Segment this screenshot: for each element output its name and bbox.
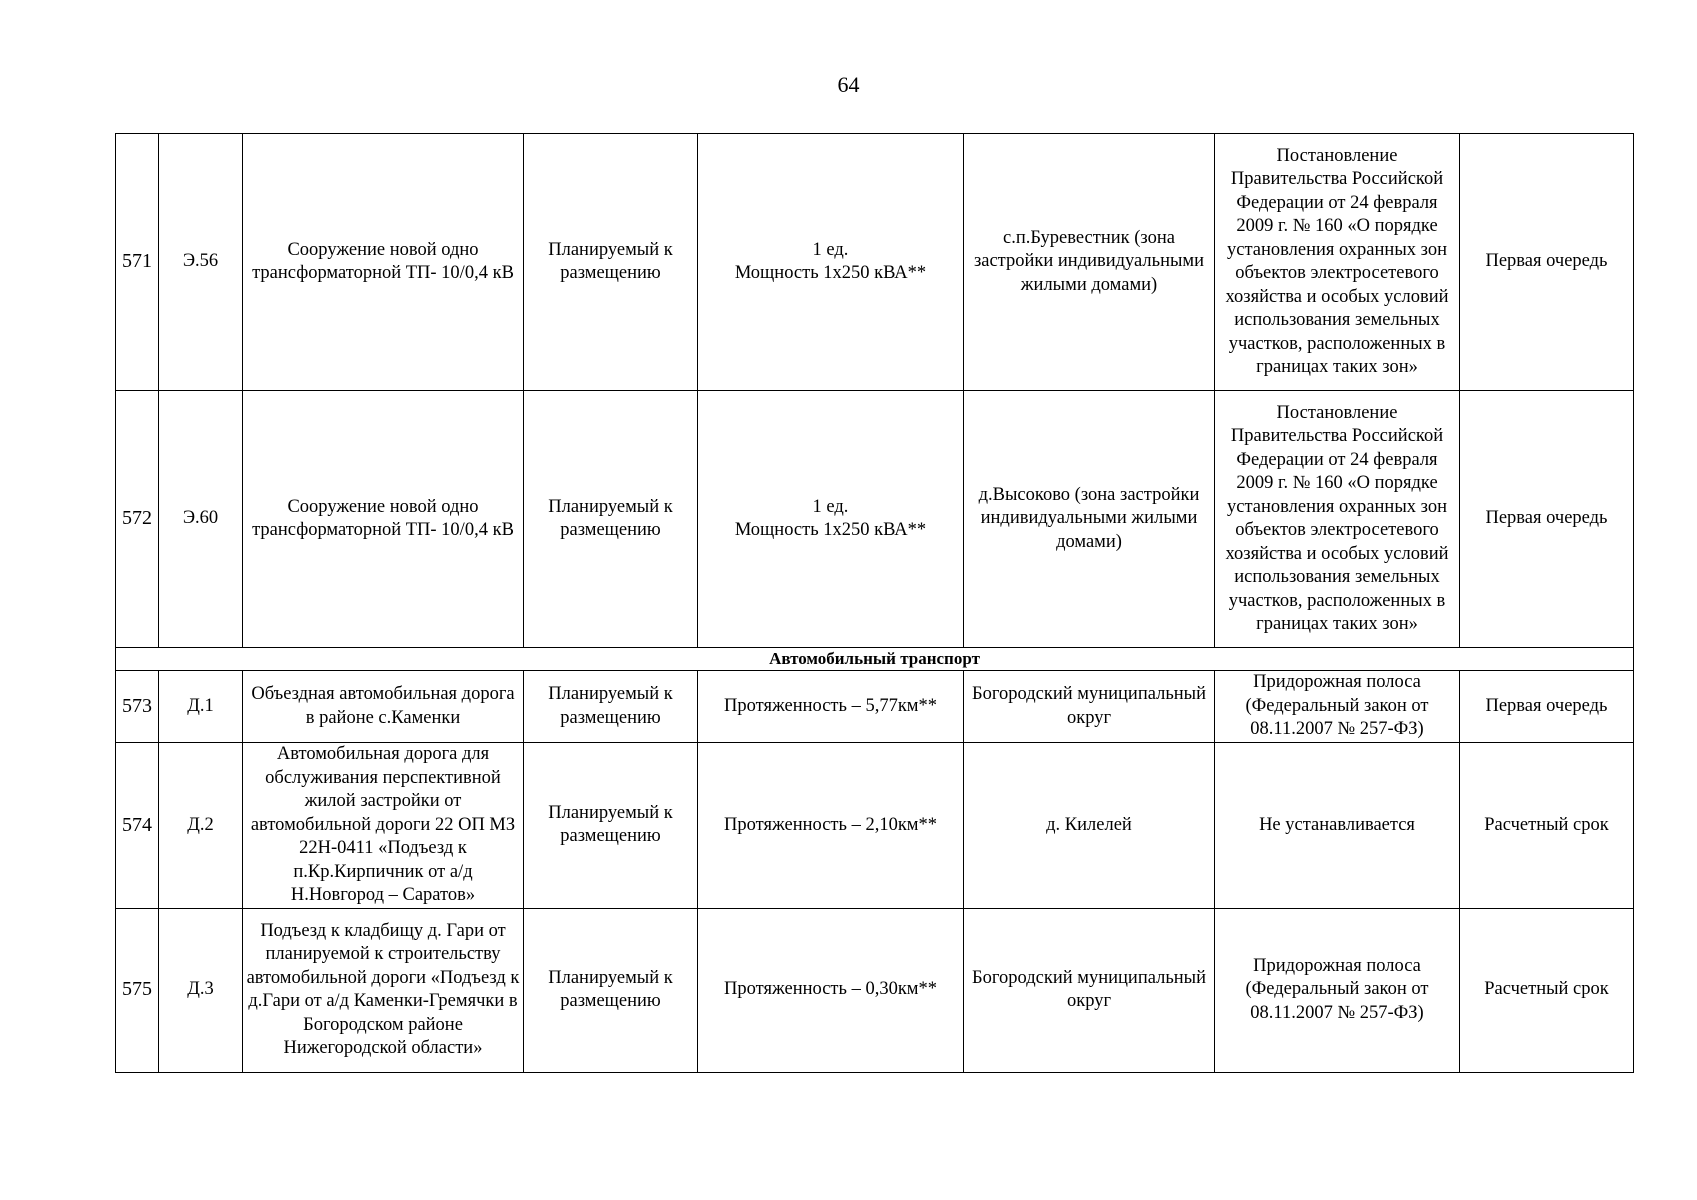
object-code: Э.60 bbox=[159, 391, 243, 648]
protection-zone: Придорожная полоса (Федеральный закон от 08.11.2007 № 257-ФЗ) bbox=[1215, 908, 1460, 1072]
object-characteristics: Протяженность – 0,30км** bbox=[698, 908, 964, 1072]
implementation-stage: Расчетный срок bbox=[1460, 743, 1634, 909]
protection-zone: Придорожная полоса (Федеральный закон от 08.11.2007 № 257-ФЗ) bbox=[1215, 671, 1460, 743]
protection-zone: Не устанавливается bbox=[1215, 743, 1460, 909]
object-code: Д.1 bbox=[159, 671, 243, 743]
object-status: Планируемый к размещению bbox=[524, 908, 698, 1072]
section-title: Автомобильный транспорт bbox=[116, 648, 1634, 671]
object-location: Богородский муниципальный округ bbox=[964, 671, 1215, 743]
object-location: д.Высоково (зона застройки индивидуальными жилыми домами) bbox=[964, 391, 1215, 648]
implementation-stage: Расчетный срок bbox=[1460, 908, 1634, 1072]
object-code: Д.3 bbox=[159, 908, 243, 1072]
protection-zone: Постановление Правительства Российской Федерации от 24 февраля 2009 г. № 160 «О порядке установления охранных зон объектов электросетевого хозяйства и особых условий использования земельных участков, расположенных в границах таких зон» bbox=[1215, 134, 1460, 391]
objects-table bbox=[115, 133, 1634, 1073]
implementation-stage: Первая очередь bbox=[1460, 134, 1634, 391]
row-number: 575 bbox=[116, 908, 159, 1072]
table-row bbox=[116, 134, 1634, 391]
row-number: 572 bbox=[116, 391, 159, 648]
row-number: 573 bbox=[116, 671, 159, 743]
object-name: Автомобильная дорога для обслуживания перспективной жилой застройки от автомобильной дороги 22 ОП МЗ 22Н-0411 «Подъезд к п.Кр.Кирпичник от а/д Н.Новгород – Саратов» bbox=[243, 743, 524, 909]
object-code: Э.56 bbox=[159, 134, 243, 391]
object-characteristics: Протяженность – 2,10км** bbox=[698, 743, 964, 909]
table-row bbox=[116, 671, 1634, 743]
implementation-stage: Первая очередь bbox=[1460, 391, 1634, 648]
row-number: 574 bbox=[116, 743, 159, 909]
table-row bbox=[116, 743, 1634, 909]
row-number: 571 bbox=[116, 134, 159, 391]
object-name: Сооружение новой одно трансформаторной ТП- 10/0,4 кВ bbox=[243, 134, 524, 391]
section-header-row bbox=[116, 648, 1634, 671]
object-characteristics: 1 ед. Мощность 1х250 кВА** bbox=[698, 134, 964, 391]
object-status: Планируемый к размещению bbox=[524, 671, 698, 743]
object-code: Д.2 bbox=[159, 743, 243, 909]
table-row bbox=[116, 391, 1634, 648]
page-number: 64 bbox=[837, 72, 860, 97]
implementation-stage: Первая очередь bbox=[1460, 671, 1634, 743]
object-name: Подъезд к кладбищу д. Гари от планируемой к строительству автомобильной дороги «Подъезд к д.Гари от а/д Каменки-Гремячки в Богородском районе Нижегородской области» bbox=[243, 908, 524, 1072]
object-name: Объездная автомобильная дорога в районе с.Каменки bbox=[243, 671, 524, 743]
object-location: д. Килелей bbox=[964, 743, 1215, 909]
object-status: Планируемый к размещению bbox=[524, 134, 698, 391]
table-row bbox=[116, 908, 1634, 1072]
object-characteristics: 1 ед. Мощность 1х250 кВА** bbox=[698, 391, 964, 648]
object-characteristics: Протяженность – 5,77км** bbox=[698, 671, 964, 743]
object-name: Сооружение новой одно трансформаторной ТП- 10/0,4 кВ bbox=[243, 391, 524, 648]
object-location: с.п.Буревестник (зона застройки индивидуальными жилыми домами) bbox=[964, 134, 1215, 391]
protection-zone: Постановление Правительства Российской Федерации от 24 февраля 2009 г. № 160 «О порядке установления охранных зон объектов электросетевого хозяйства и особых условий использования земельных участков, расположенных в границах таких зон» bbox=[1215, 391, 1460, 648]
object-status: Планируемый к размещению bbox=[524, 391, 698, 648]
object-location: Богородский муниципальный округ bbox=[964, 908, 1215, 1072]
object-status: Планируемый к размещению bbox=[524, 743, 698, 909]
